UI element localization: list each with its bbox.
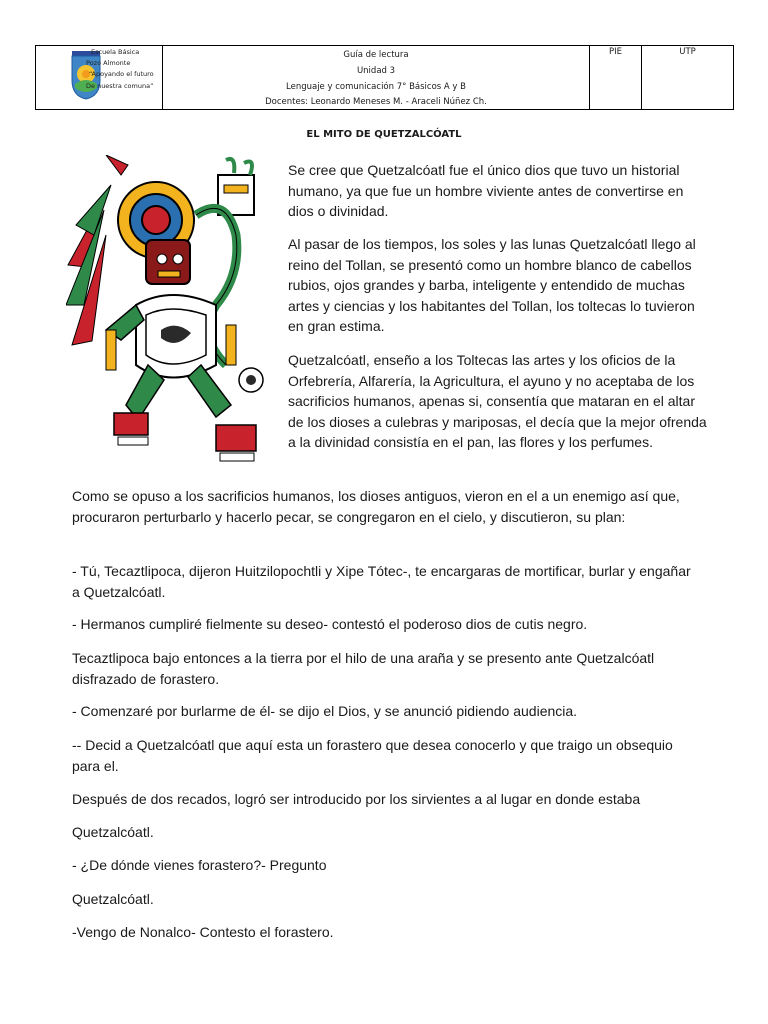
paragraph-7: Tecaztlipoca bajo entonces a la tierra por el hilo de una araña y se presento ante Quetzalcóatl disfrazado de forastero.: [72, 650, 655, 687]
utp-label: UTP: [679, 47, 696, 57]
paragraph-10: Después de dos recados, logró ser introducido por los sirvientes a al lugar en donde estaba: [72, 791, 641, 807]
pie-label: PIE: [608, 47, 622, 57]
header-guide: Guía de lectura: [343, 50, 409, 60]
paragraph-3: Quetzalcóatl, enseño a los Toltecas las artes y los oficios de la Orfebrería, Alfarería, la Agricultura, el ayuno y no aceptaba de los sacrificios humanos, apenas si, consentía que mataran en el altar de los dioses a culebras y mariposas, el decía que la mejor ofrenda a la divinidad consistía en el pan, las flores y los perfumes.: [288, 352, 707, 450]
utp-cell: [642, 46, 733, 109]
paragraph-8: - Comenzaré por burlarme de él- se dijo el Dios, y se anunció pidiendo audiencia.: [72, 703, 578, 719]
school-line-2: Pozo Almonte: [86, 59, 131, 67]
header-subject: Lenguaje y comunicación 7° Básicos A y B: [286, 82, 466, 92]
paragraph-4: Como se opuso a los sacrificios humanos, los dioses antiguos, vieron en el a un enemigo así que, procuraron perturbarlo y hacerlo pecar, se congregaron en el cielo, y discutieron, su plan:: [72, 488, 680, 525]
school-logo-cell: [36, 46, 163, 109]
school-line-1: Escuela Básica: [91, 48, 140, 56]
paragraph-11: Quetzalcóatl.: [72, 824, 154, 840]
paragraph-12: - ¿De dónde vienes forastero?- Pregunto: [72, 857, 327, 873]
paragraph-1: Se cree que Quetzalcóatl fue el único dios que tuvo un historial humano, ya que fue un hombre viviente antes de convertirse en dios o divinidad.: [288, 162, 684, 219]
paragraph-2: Al pasar de los tiempos, los soles y las lunas Quetzalcóatl llego al reino del Tollan, se presentó como un hombre blanco de cabellos rubios, ojos grandes y barba, inteligente y entendido de muchas artes y ciencias y los habitantes del Tollan, los toltecas lo tuvieron en gran estima.: [288, 236, 696, 334]
header-info-cell: [163, 46, 590, 109]
header-unit: Unidad 3: [356, 66, 396, 76]
quetzalcoatl-illustration: [66, 155, 278, 470]
paragraph-6: - Hermanos cumpliré fielmente su deseo- contestó el poderoso dios de cutis negro.: [72, 616, 588, 632]
paragraph-9: -- Decid a Quetzalcóatl que aquí esta un forastero que desea conocerlo y que traigo un obsequio para el.: [72, 737, 673, 774]
paragraph-13: Quetzalcóatl.: [72, 891, 154, 907]
school-line-4: De nuestra comuna”: [86, 82, 154, 90]
pie-cell: [590, 46, 642, 109]
paragraph-5: - Tú, Tecaztlipoca, dijeron Huitzilopochtli y Xipe Tótec-, te encargaras de mortificar, burlar y engañar a Quetzalcóatl.: [72, 563, 691, 600]
page-title: EL MITO DE QUETZALCÓATL: [306, 129, 462, 140]
paragraph-14: -Vengo de Nonalco- Contesto el forastero.: [72, 924, 334, 940]
header-teachers: Docentes: Leonardo Meneses M. - Araceli Núñez Ch.: [265, 97, 487, 107]
school-line-3: “Apoyando el futuro: [89, 70, 154, 78]
header-table: [35, 45, 734, 110]
